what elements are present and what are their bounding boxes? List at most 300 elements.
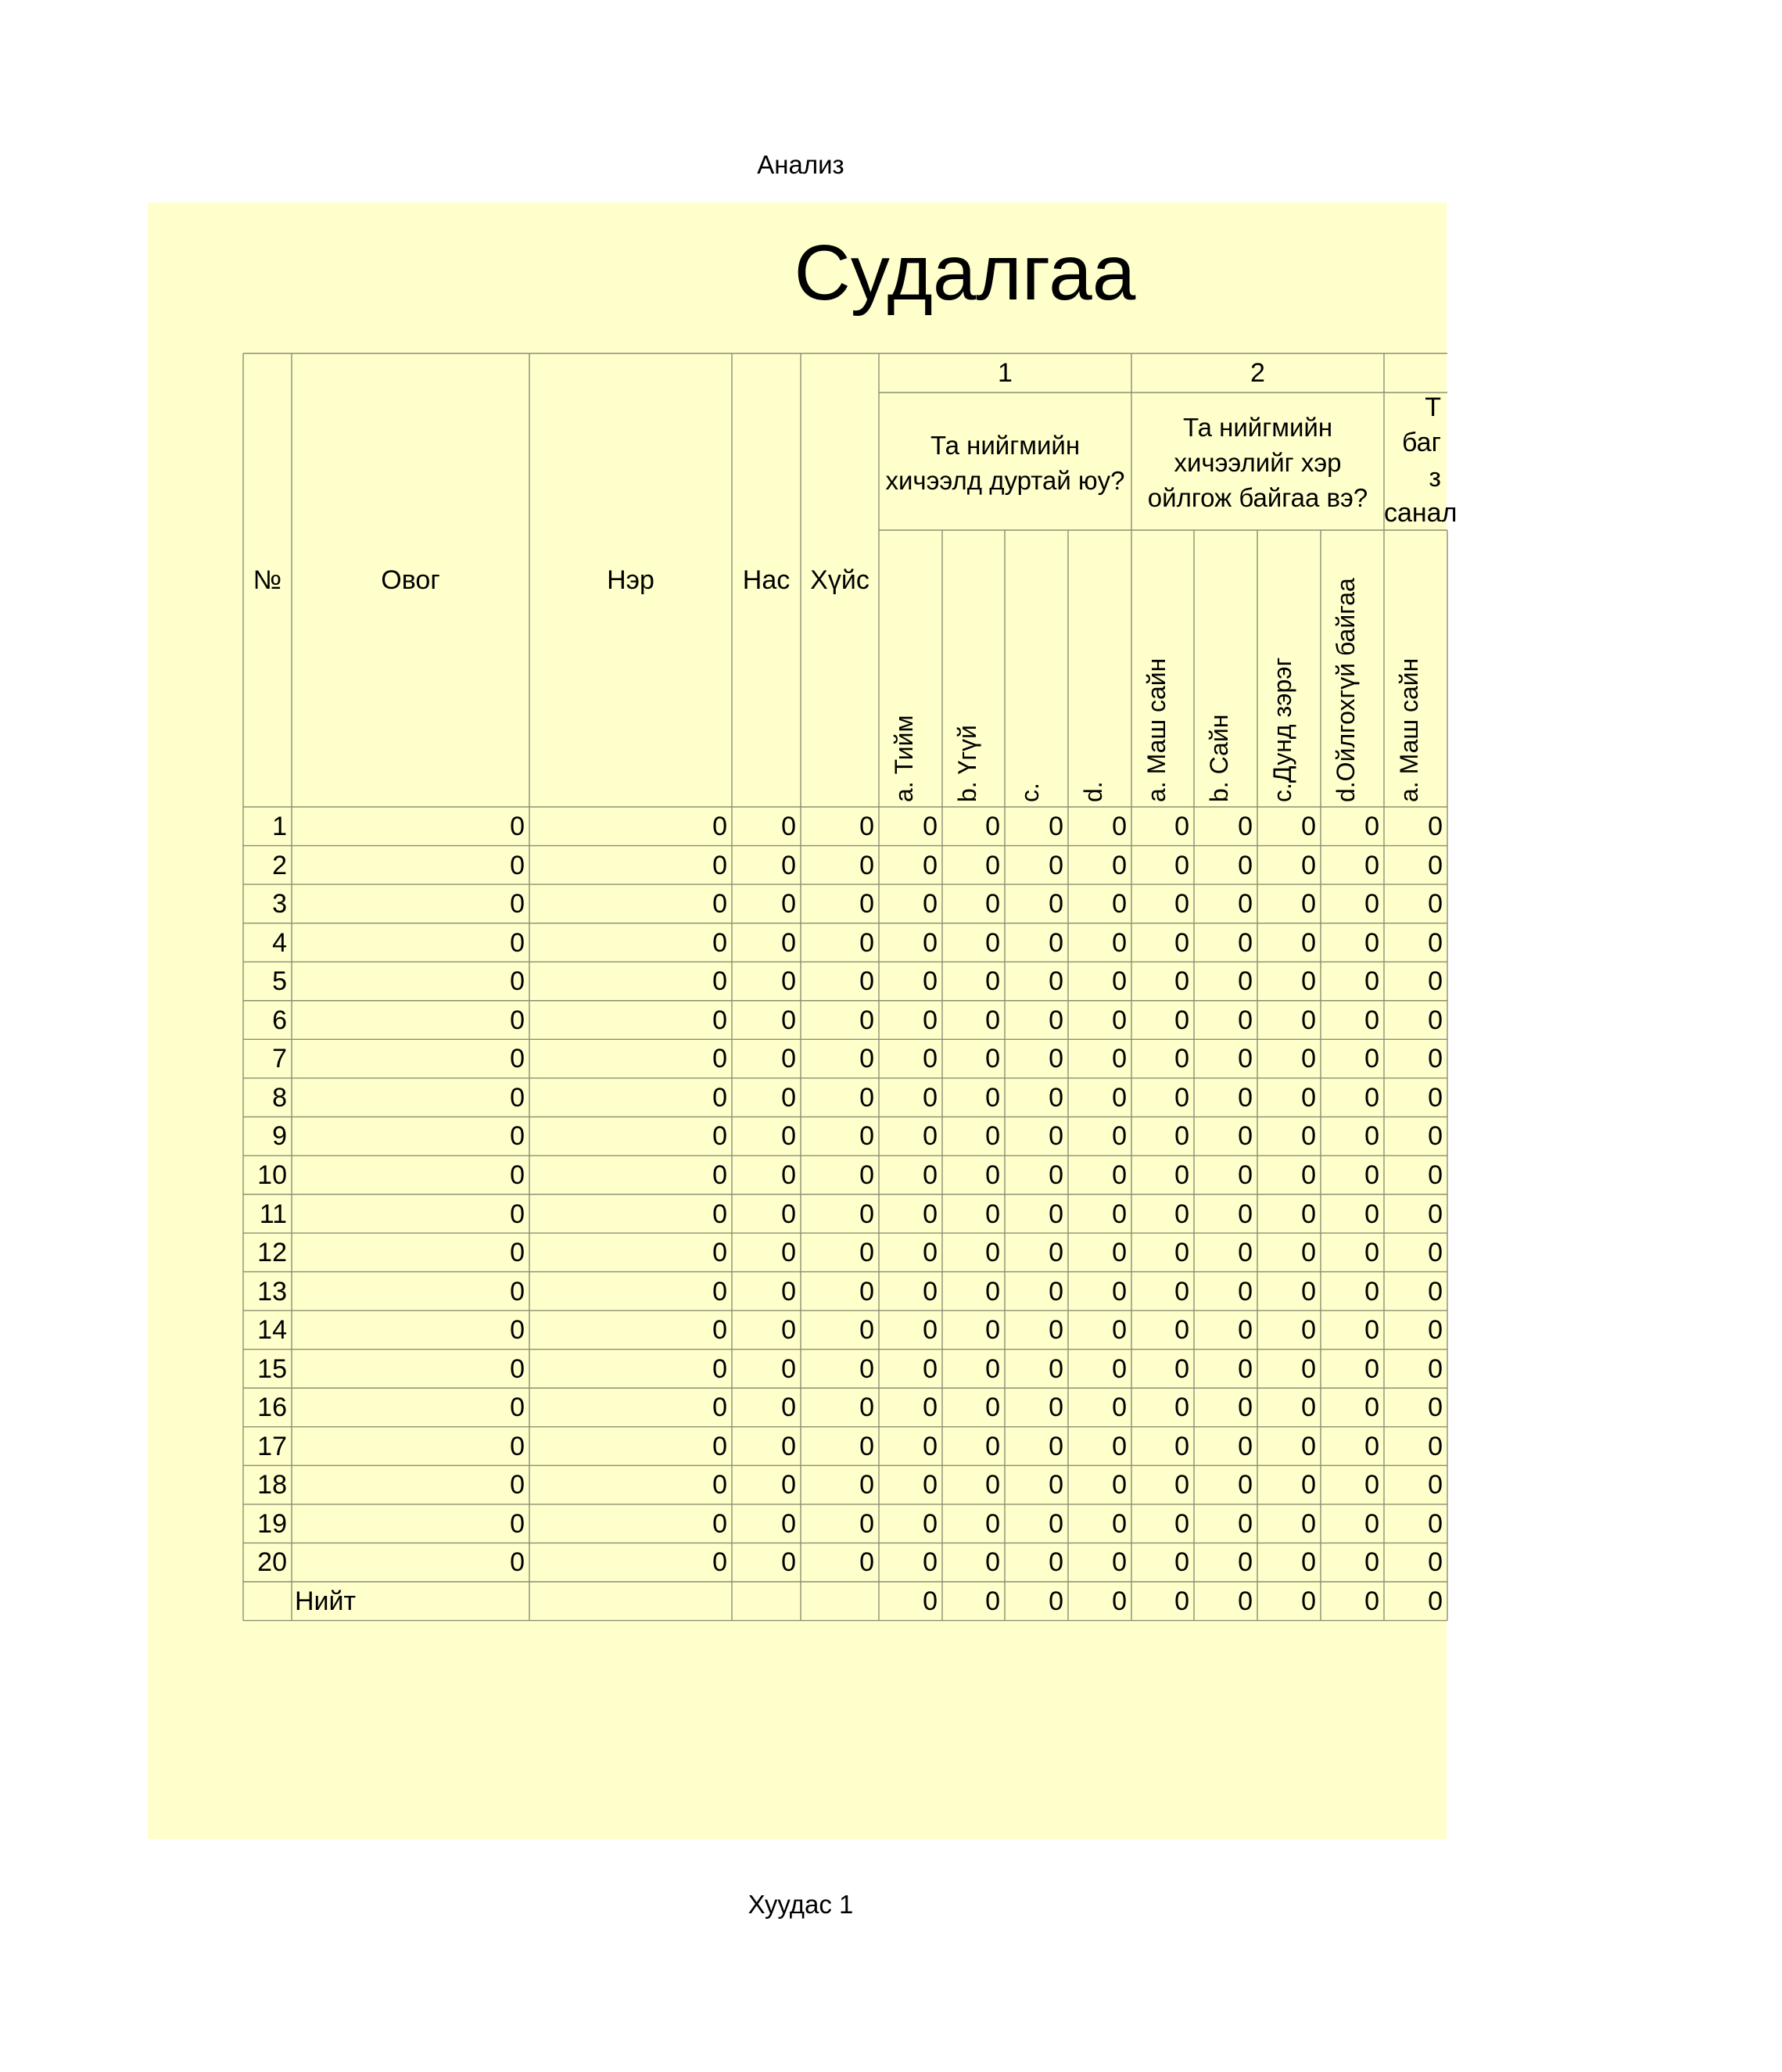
total-cell: 0 <box>1364 1586 1379 1616</box>
table-cell-gender: 0 <box>859 1044 874 1074</box>
table-cell-name: 0 <box>712 1470 727 1500</box>
table-cell-answer: 0 <box>1112 1315 1127 1346</box>
table-cell-answer: 0 <box>1428 1508 1443 1539</box>
table-cell-answer: 0 <box>1238 1276 1253 1307</box>
table-cell-surname: 0 <box>510 1508 525 1539</box>
table-cell-gender: 0 <box>859 889 874 919</box>
spreadsheet-area <box>148 203 1458 1839</box>
table-cell-answer: 0 <box>1049 1315 1063 1346</box>
table-cell-answer: 0 <box>923 1508 938 1539</box>
table-cell-answer: 0 <box>1238 1431 1253 1461</box>
table-cell-answer: 0 <box>1364 1199 1379 1229</box>
table-cell-surname: 0 <box>510 1315 525 1346</box>
table-cell-surname: 0 <box>510 1044 525 1074</box>
table-cell-name: 0 <box>712 1238 727 1268</box>
table-cell-answer: 0 <box>1049 1508 1063 1539</box>
table-cell-answer: 0 <box>985 1276 1000 1307</box>
question-text: Та нийгмийн хичээлд дуртай юу? <box>885 431 1125 495</box>
table-cell-answer: 0 <box>985 1044 1000 1074</box>
answer-option-label: b. Үгүй <box>953 725 981 802</box>
table-cell-answer: 0 <box>923 1470 938 1500</box>
table-cell-answer: 0 <box>1301 1199 1316 1229</box>
table-cell-answer: 0 <box>1238 850 1253 880</box>
table-cell-answer: 0 <box>1174 1393 1189 1423</box>
table-cell-gender: 0 <box>859 1393 874 1423</box>
table-cell-answer: 0 <box>1049 1431 1063 1461</box>
table-cell-answer: 0 <box>1238 1315 1253 1346</box>
table-cell-answer: 0 <box>1238 1547 1253 1578</box>
table-cell-name: 0 <box>712 1547 727 1578</box>
table-cell-answer: 0 <box>1428 850 1443 880</box>
table-cell-answer: 0 <box>1238 1199 1253 1229</box>
table-cell-name: 0 <box>712 966 727 997</box>
table-cell-age: 0 <box>781 889 796 919</box>
table-cell-answer: 0 <box>985 850 1000 880</box>
table-cell-answer: 0 <box>1301 1470 1316 1500</box>
table-cell-name: 0 <box>712 927 727 958</box>
table-cell-answer: 0 <box>1301 889 1316 919</box>
total-cell: 0 <box>1428 1586 1443 1616</box>
table-cell-answer: 0 <box>923 927 938 958</box>
total-cell: 0 <box>1049 1586 1063 1616</box>
total-cell: 0 <box>1112 1586 1127 1616</box>
table-cell-age: 0 <box>781 1238 796 1268</box>
table-cell-age: 0 <box>781 927 796 958</box>
table-cell-no: 17 <box>257 1431 287 1461</box>
question-text-fragment: з <box>1429 463 1441 493</box>
table-cell-answer: 0 <box>1112 850 1127 880</box>
table-cell-age: 0 <box>781 1082 796 1113</box>
table-cell-answer: 0 <box>985 966 1000 997</box>
table-cell-answer: 0 <box>923 1121 938 1152</box>
table-cell-answer: 0 <box>1364 889 1379 919</box>
table-cell-answer: 0 <box>1174 850 1189 880</box>
table-cell-answer: 0 <box>1301 850 1316 880</box>
table-cell-surname: 0 <box>510 812 525 841</box>
table-cell-answer: 0 <box>1301 812 1316 841</box>
table-cell-gender: 0 <box>859 1199 874 1229</box>
table-cell-answer: 0 <box>1238 1393 1253 1423</box>
table-cell-answer: 0 <box>1112 1199 1127 1229</box>
table-cell-answer: 0 <box>923 1044 938 1074</box>
table-cell-name: 0 <box>712 1005 727 1035</box>
table-cell-answer: 0 <box>1301 1276 1316 1307</box>
answer-option-label: c. <box>1016 783 1044 802</box>
table-cell-name: 0 <box>712 1393 727 1423</box>
table-cell-answer: 0 <box>1428 812 1443 841</box>
table-cell-answer: 0 <box>1174 889 1189 919</box>
table-cell-age: 0 <box>781 1276 796 1307</box>
table-cell-no: 11 <box>259 1199 287 1229</box>
table-cell-surname: 0 <box>510 1431 525 1461</box>
table-cell-answer: 0 <box>1049 1160 1063 1190</box>
table-cell-answer: 0 <box>1049 850 1063 880</box>
table-cell-answer: 0 <box>1112 927 1127 958</box>
table-cell-answer: 0 <box>1174 1431 1189 1461</box>
table-cell-answer: 0 <box>1238 889 1253 919</box>
table-cell-answer: 0 <box>1428 1199 1443 1229</box>
table-cell-answer: 0 <box>1174 1160 1189 1190</box>
question-text-fragment: санал <box>1384 498 1458 528</box>
table-cell-answer: 0 <box>1301 927 1316 958</box>
table-cell-surname: 0 <box>510 927 525 958</box>
table-cell-answer: 0 <box>923 1276 938 1307</box>
table-cell-answer: 0 <box>1301 1238 1316 1268</box>
table-cell-answer: 0 <box>1238 1121 1253 1152</box>
table-cell-age: 0 <box>781 1431 796 1461</box>
table-cell-gender: 0 <box>859 1160 874 1190</box>
table-cell-answer: 0 <box>1112 1353 1127 1384</box>
table-cell-gender: 0 <box>859 966 874 997</box>
table-cell-answer: 0 <box>985 1508 1000 1539</box>
table-cell-answer: 0 <box>1428 1315 1443 1346</box>
table-cell-answer: 0 <box>1301 1160 1316 1190</box>
table-cell-gender: 0 <box>859 850 874 880</box>
column-header-surname: Овог <box>381 565 440 595</box>
table-cell-answer: 0 <box>1049 1276 1063 1307</box>
table-cell-answer: 0 <box>1049 1082 1063 1113</box>
table-cell-surname: 0 <box>510 966 525 997</box>
question-text-fragment: баг <box>1401 428 1441 457</box>
table-cell-answer: 0 <box>1174 1199 1189 1229</box>
table-cell-answer: 0 <box>1174 1082 1189 1113</box>
total-cell: 0 <box>923 1586 938 1616</box>
table-cell-name: 0 <box>712 1082 727 1113</box>
table-cell-name: 0 <box>712 1276 727 1307</box>
table-cell-answer: 0 <box>1112 812 1127 841</box>
column-header-age: Нас <box>742 565 791 595</box>
table-cell-answer: 0 <box>1174 1470 1189 1500</box>
question-number: 1 <box>998 358 1013 388</box>
table-cell-answer: 0 <box>1301 1508 1316 1539</box>
table-cell-no: 8 <box>272 1082 287 1113</box>
table-cell-answer: 0 <box>1301 1353 1316 1384</box>
table-cell-answer: 0 <box>1174 1315 1189 1346</box>
table-cell-no: 14 <box>257 1315 287 1346</box>
table-cell-answer: 0 <box>985 1393 1000 1423</box>
table-cell-answer: 0 <box>1238 927 1253 958</box>
total-cell: 0 <box>1301 1586 1316 1616</box>
table-cell-answer: 0 <box>923 1431 938 1461</box>
table-cell-answer: 0 <box>923 1238 938 1268</box>
question-text: Та нийгмийн хичээлийг хэр ойлгож байгаа вэ? <box>1147 413 1368 512</box>
table-cell-answer: 0 <box>1428 1005 1443 1035</box>
answer-option-label: c.Дунд зэрэг <box>1268 657 1296 802</box>
table-cell-answer: 0 <box>1364 1121 1379 1152</box>
table-cell-age: 0 <box>781 1199 796 1229</box>
page-header: Анализ <box>757 150 844 179</box>
table-cell-gender: 0 <box>859 1508 874 1539</box>
table-cell-answer: 0 <box>1301 1121 1316 1152</box>
question-text-fragment: Т <box>1425 393 1441 422</box>
table-cell-answer: 0 <box>1112 1470 1127 1500</box>
table-cell-age: 0 <box>781 1160 796 1190</box>
table-cell-name: 0 <box>712 850 727 880</box>
table-cell-answer: 0 <box>923 1005 938 1035</box>
table-cell-answer: 0 <box>923 1393 938 1423</box>
table-cell-answer: 0 <box>1364 927 1379 958</box>
table-cell-no: 12 <box>257 1238 287 1268</box>
table-cell-age: 0 <box>781 1315 796 1346</box>
table-cell-answer: 0 <box>1238 1044 1253 1074</box>
table-cell-answer: 0 <box>1428 889 1443 919</box>
table-cell-answer: 0 <box>1364 1393 1379 1423</box>
table-cell-gender: 0 <box>859 1470 874 1500</box>
table-cell-answer: 0 <box>1112 1121 1127 1152</box>
table-cell-name: 0 <box>712 1431 727 1461</box>
table-cell-gender: 0 <box>859 1082 874 1113</box>
table-cell-answer: 0 <box>1301 966 1316 997</box>
table-cell-answer: 0 <box>1238 1508 1253 1539</box>
table-cell-name: 0 <box>712 1044 727 1074</box>
table-cell-age: 0 <box>781 850 796 880</box>
table-cell-answer: 0 <box>1238 1082 1253 1113</box>
table-cell-no: 9 <box>272 1121 287 1152</box>
table-cell-answer: 0 <box>1174 1121 1189 1152</box>
total-cell: 0 <box>1238 1586 1253 1616</box>
table-cell-gender: 0 <box>859 1353 874 1384</box>
table-cell-no: 15 <box>257 1353 287 1384</box>
table-cell-answer: 0 <box>1428 966 1443 997</box>
table-cell-name: 0 <box>712 1315 727 1346</box>
table-cell-answer: 0 <box>1174 1508 1189 1539</box>
total-cell: 0 <box>985 1586 1000 1616</box>
table-cell-name: 0 <box>712 812 727 841</box>
table-cell-answer: 0 <box>1112 966 1127 997</box>
table-cell-age: 0 <box>781 1393 796 1423</box>
table-cell-answer: 0 <box>985 1160 1000 1190</box>
sheet-title: Судалгаа <box>794 229 1136 317</box>
table-cell-no: 7 <box>272 1044 287 1074</box>
table-cell-surname: 0 <box>510 850 525 880</box>
table-cell-answer: 0 <box>1112 1044 1127 1074</box>
table-cell-answer: 0 <box>1238 1005 1253 1035</box>
table-cell-answer: 0 <box>1112 1160 1127 1190</box>
answer-option-label: b. Сайн <box>1205 714 1233 802</box>
table-cell-answer: 0 <box>1049 1044 1063 1074</box>
table-cell-answer: 0 <box>1364 850 1379 880</box>
table-cell-name: 0 <box>712 1160 727 1190</box>
table-cell-answer: 0 <box>985 927 1000 958</box>
table-cell-age: 0 <box>781 1005 796 1035</box>
table-cell-answer: 0 <box>1301 1082 1316 1113</box>
table-cell-answer: 0 <box>1049 1121 1063 1152</box>
table-cell-name: 0 <box>712 1199 727 1229</box>
table-cell-surname: 0 <box>510 889 525 919</box>
table-cell-no: 1 <box>272 812 287 841</box>
table-cell-gender: 0 <box>859 1276 874 1307</box>
table-cell-answer: 0 <box>923 1199 938 1229</box>
table-cell-answer: 0 <box>923 1315 938 1346</box>
table-cell-answer: 0 <box>1112 1508 1127 1539</box>
table-cell-answer: 0 <box>1049 889 1063 919</box>
table-cell-answer: 0 <box>1174 1353 1189 1384</box>
table-cell-age: 0 <box>781 966 796 997</box>
table-cell-answer: 0 <box>1238 812 1253 841</box>
table-cell-answer: 0 <box>1364 1238 1379 1268</box>
table-cell-surname: 0 <box>510 1547 525 1578</box>
table-cell-no: 10 <box>257 1160 287 1190</box>
table-cell-surname: 0 <box>510 1470 525 1500</box>
table-cell-gender: 0 <box>859 1238 874 1268</box>
table-cell-answer: 0 <box>985 1082 1000 1113</box>
table-cell-answer: 0 <box>1428 1044 1443 1074</box>
table-cell-answer: 0 <box>1301 1547 1316 1578</box>
table-cell-answer: 0 <box>1049 1393 1063 1423</box>
table-cell-answer: 0 <box>1428 1393 1443 1423</box>
answer-option-label: a. Тийм <box>890 715 918 802</box>
table-cell-age: 0 <box>781 812 796 841</box>
table-cell-no: 6 <box>272 1005 287 1035</box>
table-cell-name: 0 <box>712 1508 727 1539</box>
table-cell-answer: 0 <box>1364 812 1379 841</box>
table-cell-answer: 0 <box>1174 1547 1189 1578</box>
table-cell-no: 3 <box>272 889 287 919</box>
table-cell-surname: 0 <box>510 1276 525 1307</box>
table-cell-answer: 0 <box>1049 1547 1063 1578</box>
table-cell-answer: 0 <box>1112 1431 1127 1461</box>
table-cell-gender: 0 <box>859 1315 874 1346</box>
table-cell-no: 13 <box>257 1276 287 1307</box>
table-cell-gender: 0 <box>859 1547 874 1578</box>
column-header-name: Нэр <box>607 565 654 595</box>
column-header-gender: Хүйс <box>810 565 869 595</box>
table-cell-surname: 0 <box>510 1353 525 1384</box>
table-cell-answer: 0 <box>985 1470 1000 1500</box>
table-cell-answer: 0 <box>1174 927 1189 958</box>
table-cell-answer: 0 <box>1112 1005 1127 1035</box>
table-cell-answer: 0 <box>1428 1121 1443 1152</box>
table-cell-age: 0 <box>781 1353 796 1384</box>
table-cell-answer: 0 <box>1174 1276 1189 1307</box>
table-cell-answer: 0 <box>923 966 938 997</box>
table-cell-answer: 0 <box>1238 1160 1253 1190</box>
table-cell-answer: 0 <box>1049 1199 1063 1229</box>
table-cell-age: 0 <box>781 1547 796 1578</box>
table-cell-answer: 0 <box>1301 1315 1316 1346</box>
table-cell-answer: 0 <box>1112 1238 1127 1268</box>
question-number: 2 <box>1250 358 1265 388</box>
table-cell-answer: 0 <box>923 1160 938 1190</box>
table-cell-answer: 0 <box>985 1547 1000 1578</box>
table-cell-answer: 0 <box>1112 1547 1127 1578</box>
table-cell-answer: 0 <box>1428 1547 1443 1578</box>
table-cell-age: 0 <box>781 1470 796 1500</box>
table-cell-answer: 0 <box>1364 1315 1379 1346</box>
table-cell-answer: 0 <box>1364 1547 1379 1578</box>
table-cell-answer: 0 <box>1364 1431 1379 1461</box>
table-cell-answer: 0 <box>1428 1238 1443 1268</box>
table-cell-name: 0 <box>712 1353 727 1384</box>
table-cell-answer: 0 <box>1112 1276 1127 1307</box>
table-cell-age: 0 <box>781 1121 796 1152</box>
table-cell-answer: 0 <box>923 850 938 880</box>
total-cell: 0 <box>1174 1586 1189 1616</box>
table-cell-answer: 0 <box>1174 812 1189 841</box>
answer-option-label: a. Маш сайн <box>1395 658 1423 802</box>
table-cell-answer: 0 <box>985 1353 1000 1384</box>
table-cell-answer: 0 <box>1174 1238 1189 1268</box>
table-cell-answer: 0 <box>1112 1082 1127 1113</box>
table-cell-answer: 0 <box>1049 927 1063 958</box>
table-cell-surname: 0 <box>510 1121 525 1152</box>
table-cell-answer: 0 <box>1238 1238 1253 1268</box>
table-cell-age: 0 <box>781 1508 796 1539</box>
table-cell-answer: 0 <box>1174 966 1189 997</box>
table-cell-answer: 0 <box>1301 1044 1316 1074</box>
table-cell-answer: 0 <box>1364 1276 1379 1307</box>
table-cell-no: 19 <box>257 1508 287 1539</box>
table-cell-surname: 0 <box>510 1199 525 1229</box>
table-cell-no: 16 <box>257 1393 287 1423</box>
table-cell-answer: 0 <box>985 889 1000 919</box>
table-cell-answer: 0 <box>1364 1005 1379 1035</box>
table-cell-answer: 0 <box>985 1199 1000 1229</box>
table-cell-answer: 0 <box>1428 927 1443 958</box>
column-header-no: № <box>253 565 282 595</box>
total-label: Нийт <box>295 1586 357 1616</box>
table-cell-answer: 0 <box>985 1315 1000 1346</box>
table-cell-answer: 0 <box>1301 1431 1316 1461</box>
table-cell-answer: 0 <box>1174 1005 1189 1035</box>
table-cell-name: 0 <box>712 1121 727 1152</box>
table-cell-answer: 0 <box>1301 1005 1316 1035</box>
table-cell-gender: 0 <box>859 1121 874 1152</box>
table-cell-answer: 0 <box>1364 1044 1379 1074</box>
table-cell-answer: 0 <box>1049 812 1063 841</box>
answer-option-label: d. <box>1079 781 1107 802</box>
table-cell-answer: 0 <box>985 1121 1000 1152</box>
table-cell-answer: 0 <box>1364 966 1379 997</box>
table-cell-no: 4 <box>272 927 287 958</box>
table-cell-answer: 0 <box>1428 1276 1443 1307</box>
table-cell-surname: 0 <box>510 1238 525 1268</box>
table-cell-gender: 0 <box>859 812 874 841</box>
table-cell-answer: 0 <box>1174 1044 1189 1074</box>
table-cell-answer: 0 <box>985 1431 1000 1461</box>
answer-option-label: a. Маш сайн <box>1142 658 1171 802</box>
table-cell-no: 2 <box>272 850 287 880</box>
table-cell-answer: 0 <box>1112 889 1127 919</box>
table-cell-answer: 0 <box>1428 1082 1443 1113</box>
table-cell-answer: 0 <box>985 812 1000 841</box>
table-cell-gender: 0 <box>859 1431 874 1461</box>
table-cell-surname: 0 <box>510 1160 525 1190</box>
table-cell-answer: 0 <box>923 1082 938 1113</box>
table-cell-answer: 0 <box>1428 1353 1443 1384</box>
table-cell-gender: 0 <box>859 1005 874 1035</box>
table-cell-answer: 0 <box>1364 1470 1379 1500</box>
table-cell-name: 0 <box>712 889 727 919</box>
table-cell-answer: 0 <box>1428 1470 1443 1500</box>
table-cell-surname: 0 <box>510 1393 525 1423</box>
table-cell-answer: 0 <box>1364 1082 1379 1113</box>
table-cell-answer: 0 <box>923 889 938 919</box>
table-cell-no: 20 <box>257 1547 287 1578</box>
table-cell-answer: 0 <box>1049 1353 1063 1384</box>
table-cell-age: 0 <box>781 1044 796 1074</box>
table-cell-answer: 0 <box>1049 1005 1063 1035</box>
table-cell-surname: 0 <box>510 1082 525 1113</box>
table-cell-answer: 0 <box>1238 1353 1253 1384</box>
table-cell-answer: 0 <box>1364 1508 1379 1539</box>
table-cell-no: 18 <box>257 1470 287 1500</box>
table-cell-answer: 0 <box>1428 1160 1443 1190</box>
page-footer: Хуудас 1 <box>748 1890 854 1919</box>
table-cell-answer: 0 <box>1364 1353 1379 1384</box>
table-cell-answer: 0 <box>1238 966 1253 997</box>
table-cell-answer: 0 <box>923 1547 938 1578</box>
